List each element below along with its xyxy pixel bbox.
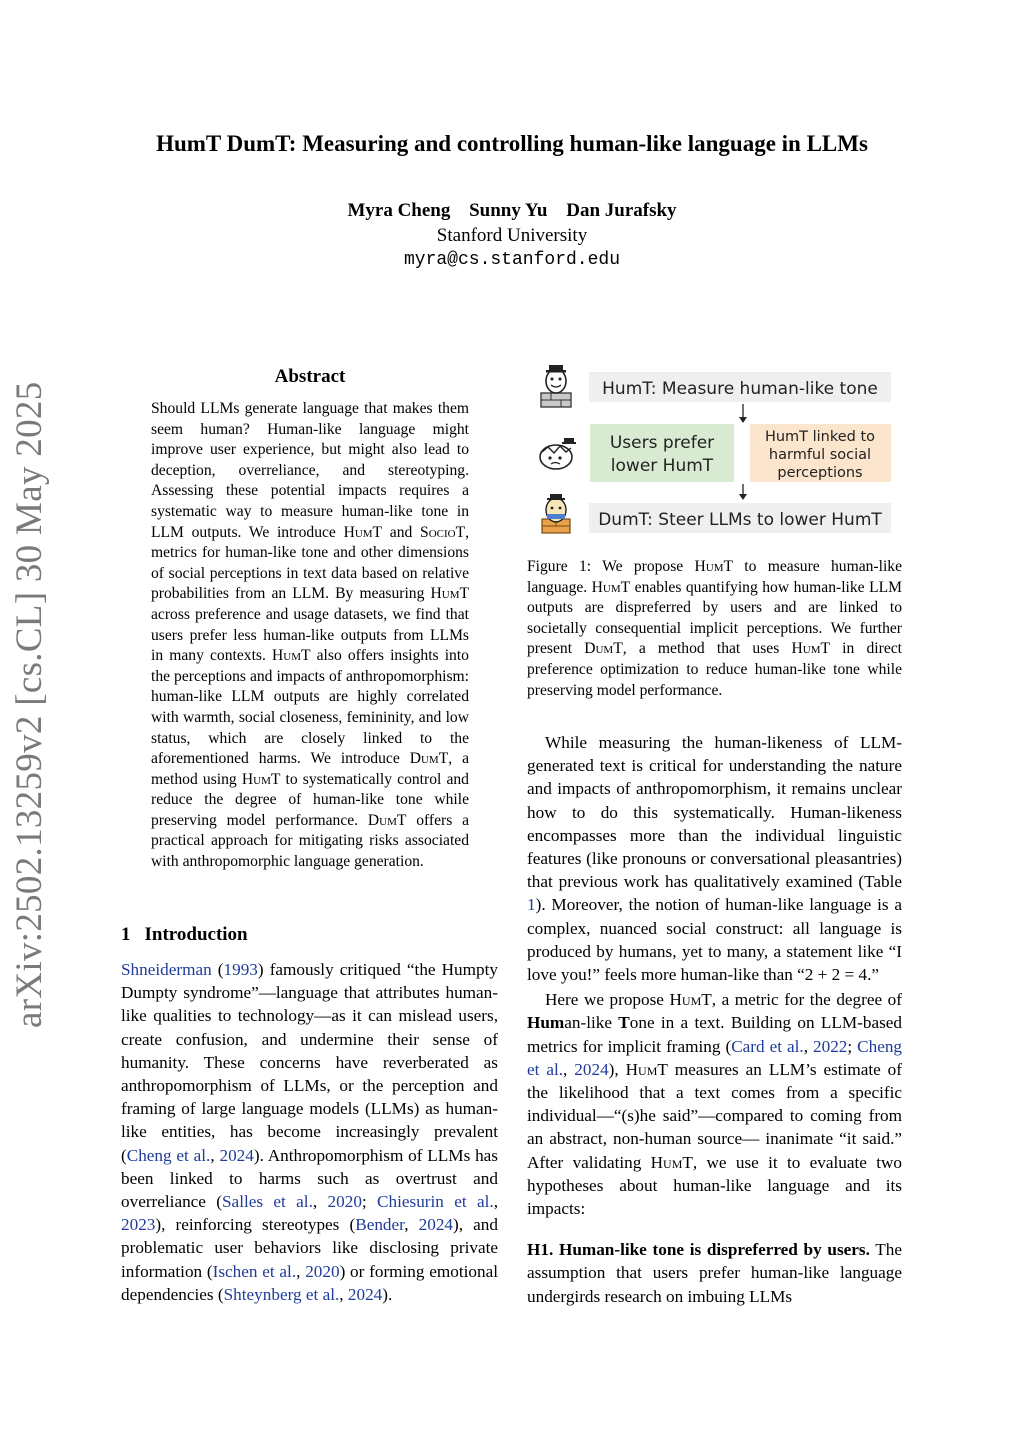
abstract-text: Should LLMs generate language that makes them seem human? Human-like language might improve user experience, but might also lead to deception, overreliance, and stereotyping. Assessing these potential impacts requires a systematic way to measure human-like tone in LLM outputs. We introduce HumT and SocioT, metrics for human-like tone and other dimensions of social perceptions in text data based on relative probabilities from an LLM. By measuring HumT across preference and usage datasets, we find that users prefer less human-like outputs from LLMs in many contexts. HumT also offers insights into the perceptions and impacts of anthropomorphism: human-like LLM outputs are highly correlated with warmth, social closeness, femininity, and low status, which are closely linked to the aforementioned harms. We introduce DumT, a method using HumT to systematically control and reduce the degree of human-like tone while preserving model performance. DumT offers a practical approach for mitigating risks associated with anthropomorphic language generation. <box>151 400 470 871</box>
citation-link[interactable]: Cheng et al. <box>126 1145 211 1165</box>
arrow-down-icon <box>739 417 747 423</box>
citation-link[interactable]: 2022 <box>813 1036 848 1056</box>
citation-link[interactable]: Card et al. <box>731 1036 804 1056</box>
humpty-on-bricks-icon <box>542 494 570 533</box>
linked-harm-line1: HumT linked to <box>764 429 876 445</box>
figure-caption: Figure 1: We propose HumT to measure human-like language. HumT enables quantifying how human-like LLM outputs are dispreferred by users and are linked to societally consequential implicit perceptions. We further present DumT, a method that uses HumT in direct preference optimization to reduce human-like tone while preserving model performance. <box>527 558 902 699</box>
paper-title: HumT DumT: Measuring and controlling human-like language in LLMs <box>156 131 868 156</box>
hypothesis-1: H1. Human-like tone is dispreferred by users. The assumption that users prefer human-like language undergirds research on imbuing LLMs <box>527 1240 902 1306</box>
intro-paragraph: Shneiderman (1993) famously critiqued “the Humpty Dumpty syndrome”—language that attributes human-like qualities to technology—as it can mislead users, create confusion, and undermine their sense of humanity. These concerns have reverberated as anthropomorphism of LLMs, or the perception and framing of large language models (LLMs) as human-like entities, has become increasingly prevalent (Cheng et al., 2024). Anthropomorphism of LLMs has been linked to harms such as overtrust and overreliance (Salles et al., 2020; Chiesurin et al., 2023), reinforcing stereotypes (Bender, 2024), and problematic user behaviors like disclosing private information (Ischen et al., 2020) or forming emotional dependencies (Shteynberg et al., 2024). <box>121 960 499 1304</box>
citation-link[interactable]: 2024 <box>574 1059 609 1079</box>
citation-link[interactable]: 2024 <box>219 1145 254 1165</box>
citation-link[interactable]: Bender <box>355 1215 405 1235</box>
linked-harm-line2: harmful social <box>768 447 872 463</box>
author-name: Dan Jurafsky <box>566 200 677 221</box>
section-heading: 1 Introduction <box>121 924 248 945</box>
citation-link[interactable]: Shteynberg et al. <box>223 1284 340 1304</box>
humpty-on-wall-icon <box>541 365 571 407</box>
figure-1 <box>527 362 902 542</box>
linked-harm-line3: perceptions <box>777 465 863 481</box>
table-reference-link[interactable]: 1 <box>527 895 536 915</box>
users-prefer-line1: Users prefer <box>609 433 715 453</box>
author-email[interactable]: myra@cs.stanford.edu <box>403 250 621 270</box>
citation-link[interactable]: Chiesurin et al. <box>377 1192 494 1212</box>
abstract-heading: Abstract <box>274 366 346 387</box>
arrow-down-icon <box>739 494 747 500</box>
arxiv-identifier: arXiv:2502.13259v2 [cs.CL] 30 May 2025 <box>9 381 50 1028</box>
measure-box-label: HumT: Measure human-like tone <box>602 379 878 399</box>
citation-link[interactable]: 2020 <box>327 1192 362 1212</box>
citation-link[interactable]: Ischen et al. <box>212 1261 297 1281</box>
citation-link[interactable]: 2023 <box>121 1215 156 1235</box>
affiliation: Stanford University <box>436 225 588 246</box>
citation-link[interactable]: 1993 <box>223 960 258 979</box>
citation-link[interactable]: 2020 <box>305 1261 340 1281</box>
broken-egg-icon <box>540 438 576 469</box>
right-column-body <box>527 731 902 1308</box>
citation-link[interactable]: Salles et al. <box>222 1192 313 1212</box>
citation-link[interactable]: 2024 <box>418 1215 454 1235</box>
citation-link[interactable]: Shneiderman <box>121 960 212 979</box>
author-name: Myra Cheng <box>347 200 451 221</box>
body-paragraph: Here we propose HumT, a metric for the degree of Human-like Tone in a text. Building on LLM-based metrics for implicit framing (Card et al., 2022; Cheng et al., 2024), HumT measures an LLM’s estimate of the likelihood that a text comes from a specific individual—“(s)he said”—compared to coming from an abstract, non-human source— inanimate “it said.” After validating HumT, we use it to evaluate two hypotheses about human-like language and its impacts: <box>527 990 903 1219</box>
dumt-box-label: DumT: Steer LLMs to lower HumT <box>598 510 882 530</box>
citation-link[interactable]: 2024 <box>347 1284 383 1304</box>
body-paragraph: While measuring the human-likeness of LLM-generated text is critical for understanding the nature and impacts of anthropomorphism, it remains unclear how to do this systematically. Human-likeness encompasses more than the individual linguistic features (like pronouns or conversational pleasantries) that previous work has qualitatively examined (Table 1). Moreover, the notion of human-like language is a complex, nuanced social construct: all language is produced by humans, yet to many, a statement like “I love you!” feels more human-like than “2 + 2 = 4.” <box>527 733 902 985</box>
author-list <box>0 200 1024 222</box>
author-name: Sunny Yu <box>469 200 548 221</box>
citation-link[interactable]: Cheng et al. <box>527 1036 903 1079</box>
users-prefer-line2: lower HumT <box>610 456 714 476</box>
